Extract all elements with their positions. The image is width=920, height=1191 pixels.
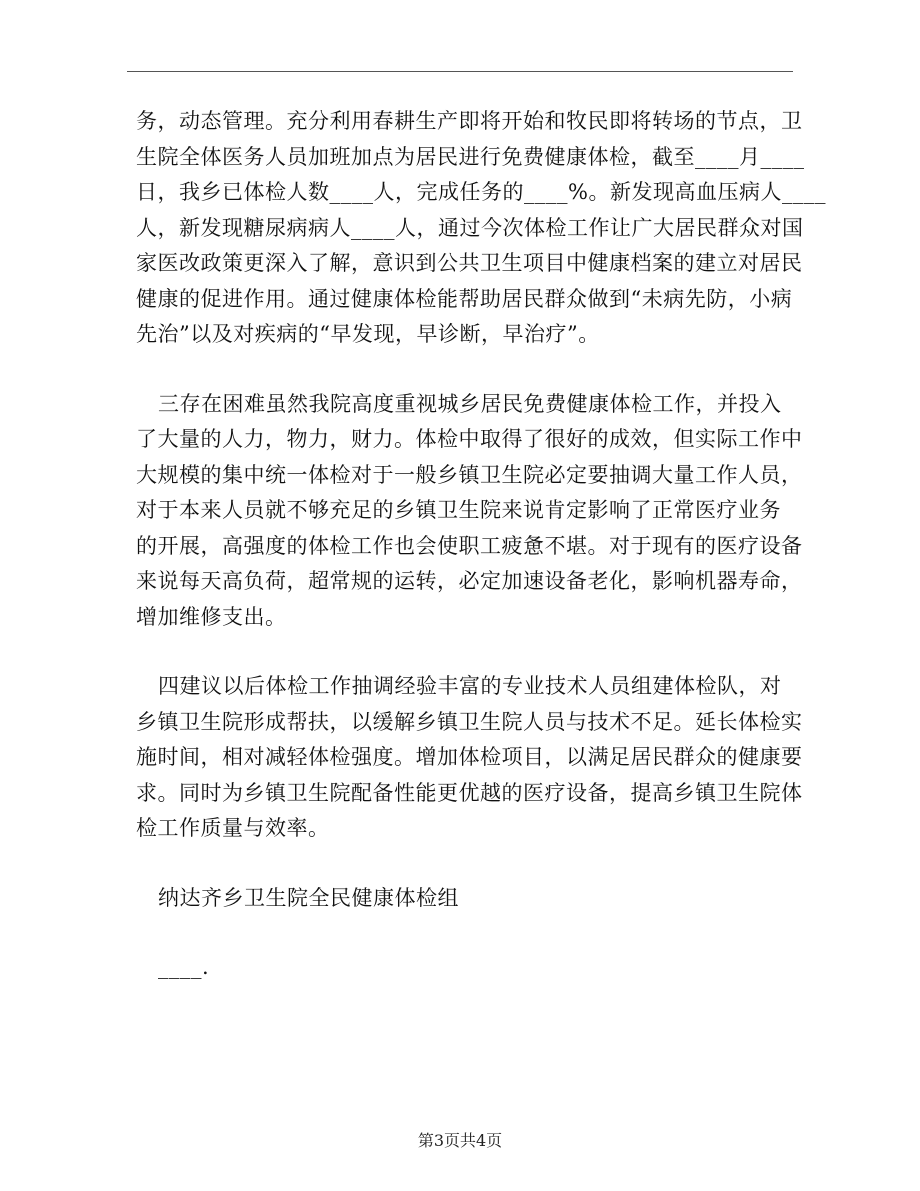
paragraph-suggestions — [136, 669, 803, 847]
text-line: 检工作质量与效率。 — [136, 816, 330, 840]
text-line: 三存在困难虽然我院高度重视城乡居民免费健康体检工作，并投入 — [158, 391, 782, 416]
text-line: 家医改政策更深入了解，意识到公共卫生项目中健康档案的建立对居民 — [136, 251, 803, 275]
paragraph-difficulties — [136, 387, 803, 636]
text-line: 大规模的集中统一体检对于一般乡镇卫生院必定要抽调大量工作人员， — [136, 462, 803, 487]
header-rule — [127, 71, 793, 72]
text-line: 健康的促进作用。通过健康体检能帮助居民群众做到“未病先防，小病 — [136, 286, 793, 311]
signature-organization — [136, 881, 796, 917]
text-line: 求。同时为乡镇卫生院配备性能更优越的医疗设备，提高乡镇卫生院体 — [136, 780, 803, 805]
text-line: 来说每天高负荷，超常规的运转，必定加速设备老化，影响机器寿命， — [136, 569, 803, 593]
text-line: 对于本来人员就不够充足的乡镇卫生院来说肯定影响了正常医疗业务 — [136, 498, 781, 522]
text-line: 人，新发现糖尿病病人____人，通过今次体检工作让广大居民群众对国 — [136, 215, 804, 240]
text-line: 生院全体医务人员加班加点为居民进行免费健康体检，截至____月____ — [136, 144, 805, 169]
signature-date-blank — [136, 950, 796, 986]
text-line: 了大量的人力，物力，财力。体检中取得了很好的成效，但实际工作中 — [136, 427, 803, 451]
text-line: 日，我乡已体检人数____人，完成任务的____%。新发现高血压病人____ — [136, 180, 826, 204]
text-line: 务，动态管理。充分利用春耕生产即将开始和牧民即将转场的节点，卫 — [136, 109, 803, 133]
document-body — [136, 104, 826, 986]
text-line: 纳达齐乡卫生院全民健康体检组 — [158, 885, 459, 910]
text-line: 四建议以后体检工作抽调经验丰富的专业技术人员组建体检队，对 — [158, 674, 782, 698]
page-number: 第3页共4页 — [417, 1131, 503, 1150]
text-line: 增加维修支出。 — [136, 604, 287, 629]
text-line: 施时间，相对减轻体检强度。增加体检项目，以满足居民群众的健康要 — [136, 745, 803, 769]
text-line: 乡镇卫生院形成帮扶，以缓解乡镇卫生院人员与技术不足。延长体检实 — [136, 709, 803, 734]
text-line: ____. — [158, 955, 210, 979]
text-line: 的开展，高强度的体检工作也会使职工疲惫不堪。对于现有的医疗设备 — [136, 533, 803, 558]
paragraph-exam-results — [136, 104, 826, 353]
text-line: 先治”以及对疾病的“早发现，早诊断，早治疗”。 — [136, 322, 600, 346]
